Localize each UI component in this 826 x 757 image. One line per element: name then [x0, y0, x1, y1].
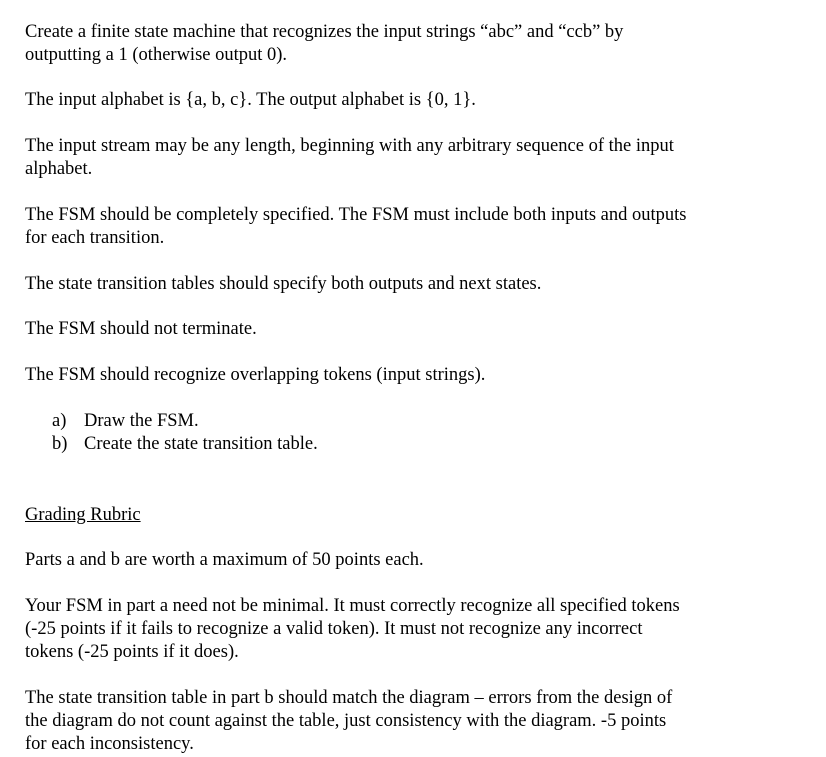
alphabet-line: The input alphabet is {a, b, c}. The output alphabet is {0, 1}. [25, 90, 476, 110]
tables-line: The state transition tables should specify both outputs and next states. [25, 274, 542, 294]
specified-paragraph [25, 204, 815, 250]
intro-line-2: outputting a 1 (otherwise output 0). [25, 45, 288, 65]
alphabet-paragraph [25, 89, 815, 112]
intro-paragraph [25, 21, 815, 67]
intro-line-1: Create a finite state machine that recognizes the input strings “abc” and “ccb” by [25, 22, 624, 42]
part-a-line-2: (-25 points if it fails to recognize a valid token). It must not recognize any incorrect [25, 619, 643, 639]
part-b-line-3: for each inconsistency. [25, 734, 194, 754]
stream-paragraph [25, 135, 815, 181]
task-marker-a: a) [52, 411, 67, 431]
rubric-heading: Grading Rubric [25, 505, 141, 525]
part-b-line-1: The state transition table in part b should match the diagram – errors from the design of [25, 688, 673, 708]
worth-paragraph [25, 549, 815, 572]
part-a-line-3: tokens (-25 points if it does). [25, 642, 239, 662]
specified-line-1: The FSM should be completely specified. The FSM must include both inputs and outputs [25, 205, 687, 225]
task-item-b [52, 433, 752, 456]
stream-line-1: The input stream may be any length, beginning with any arbitrary sequence of the input [25, 136, 674, 156]
terminate-line: The FSM should not terminate. [25, 319, 257, 339]
part-a-line-1: Your FSM in part a need not be minimal. It must correctly recognize all specified tokens [25, 596, 680, 616]
task-text-b: Create the state transition table. [84, 434, 318, 454]
rubric-heading-paragraph [25, 504, 815, 527]
stream-line-2: alphabet. [25, 159, 93, 179]
overlap-line: The FSM should recognize overlapping tokens (input strings). [25, 365, 486, 385]
task-text-a: Draw the FSM. [84, 411, 199, 431]
terminate-paragraph [25, 318, 815, 341]
specified-line-2: for each transition. [25, 228, 165, 248]
part-a-paragraph [25, 595, 815, 664]
tables-paragraph [25, 273, 815, 296]
overlap-paragraph [25, 364, 815, 387]
task-marker-b: b) [52, 434, 68, 454]
worth-line: Parts a and b are worth a maximum of 50 points each. [25, 550, 424, 570]
part-b-paragraph [25, 687, 815, 756]
part-b-line-2: the diagram do not count against the table, just consistency with the diagram. -5 points [25, 711, 667, 731]
task-list [52, 410, 752, 456]
task-item-a [52, 410, 752, 433]
